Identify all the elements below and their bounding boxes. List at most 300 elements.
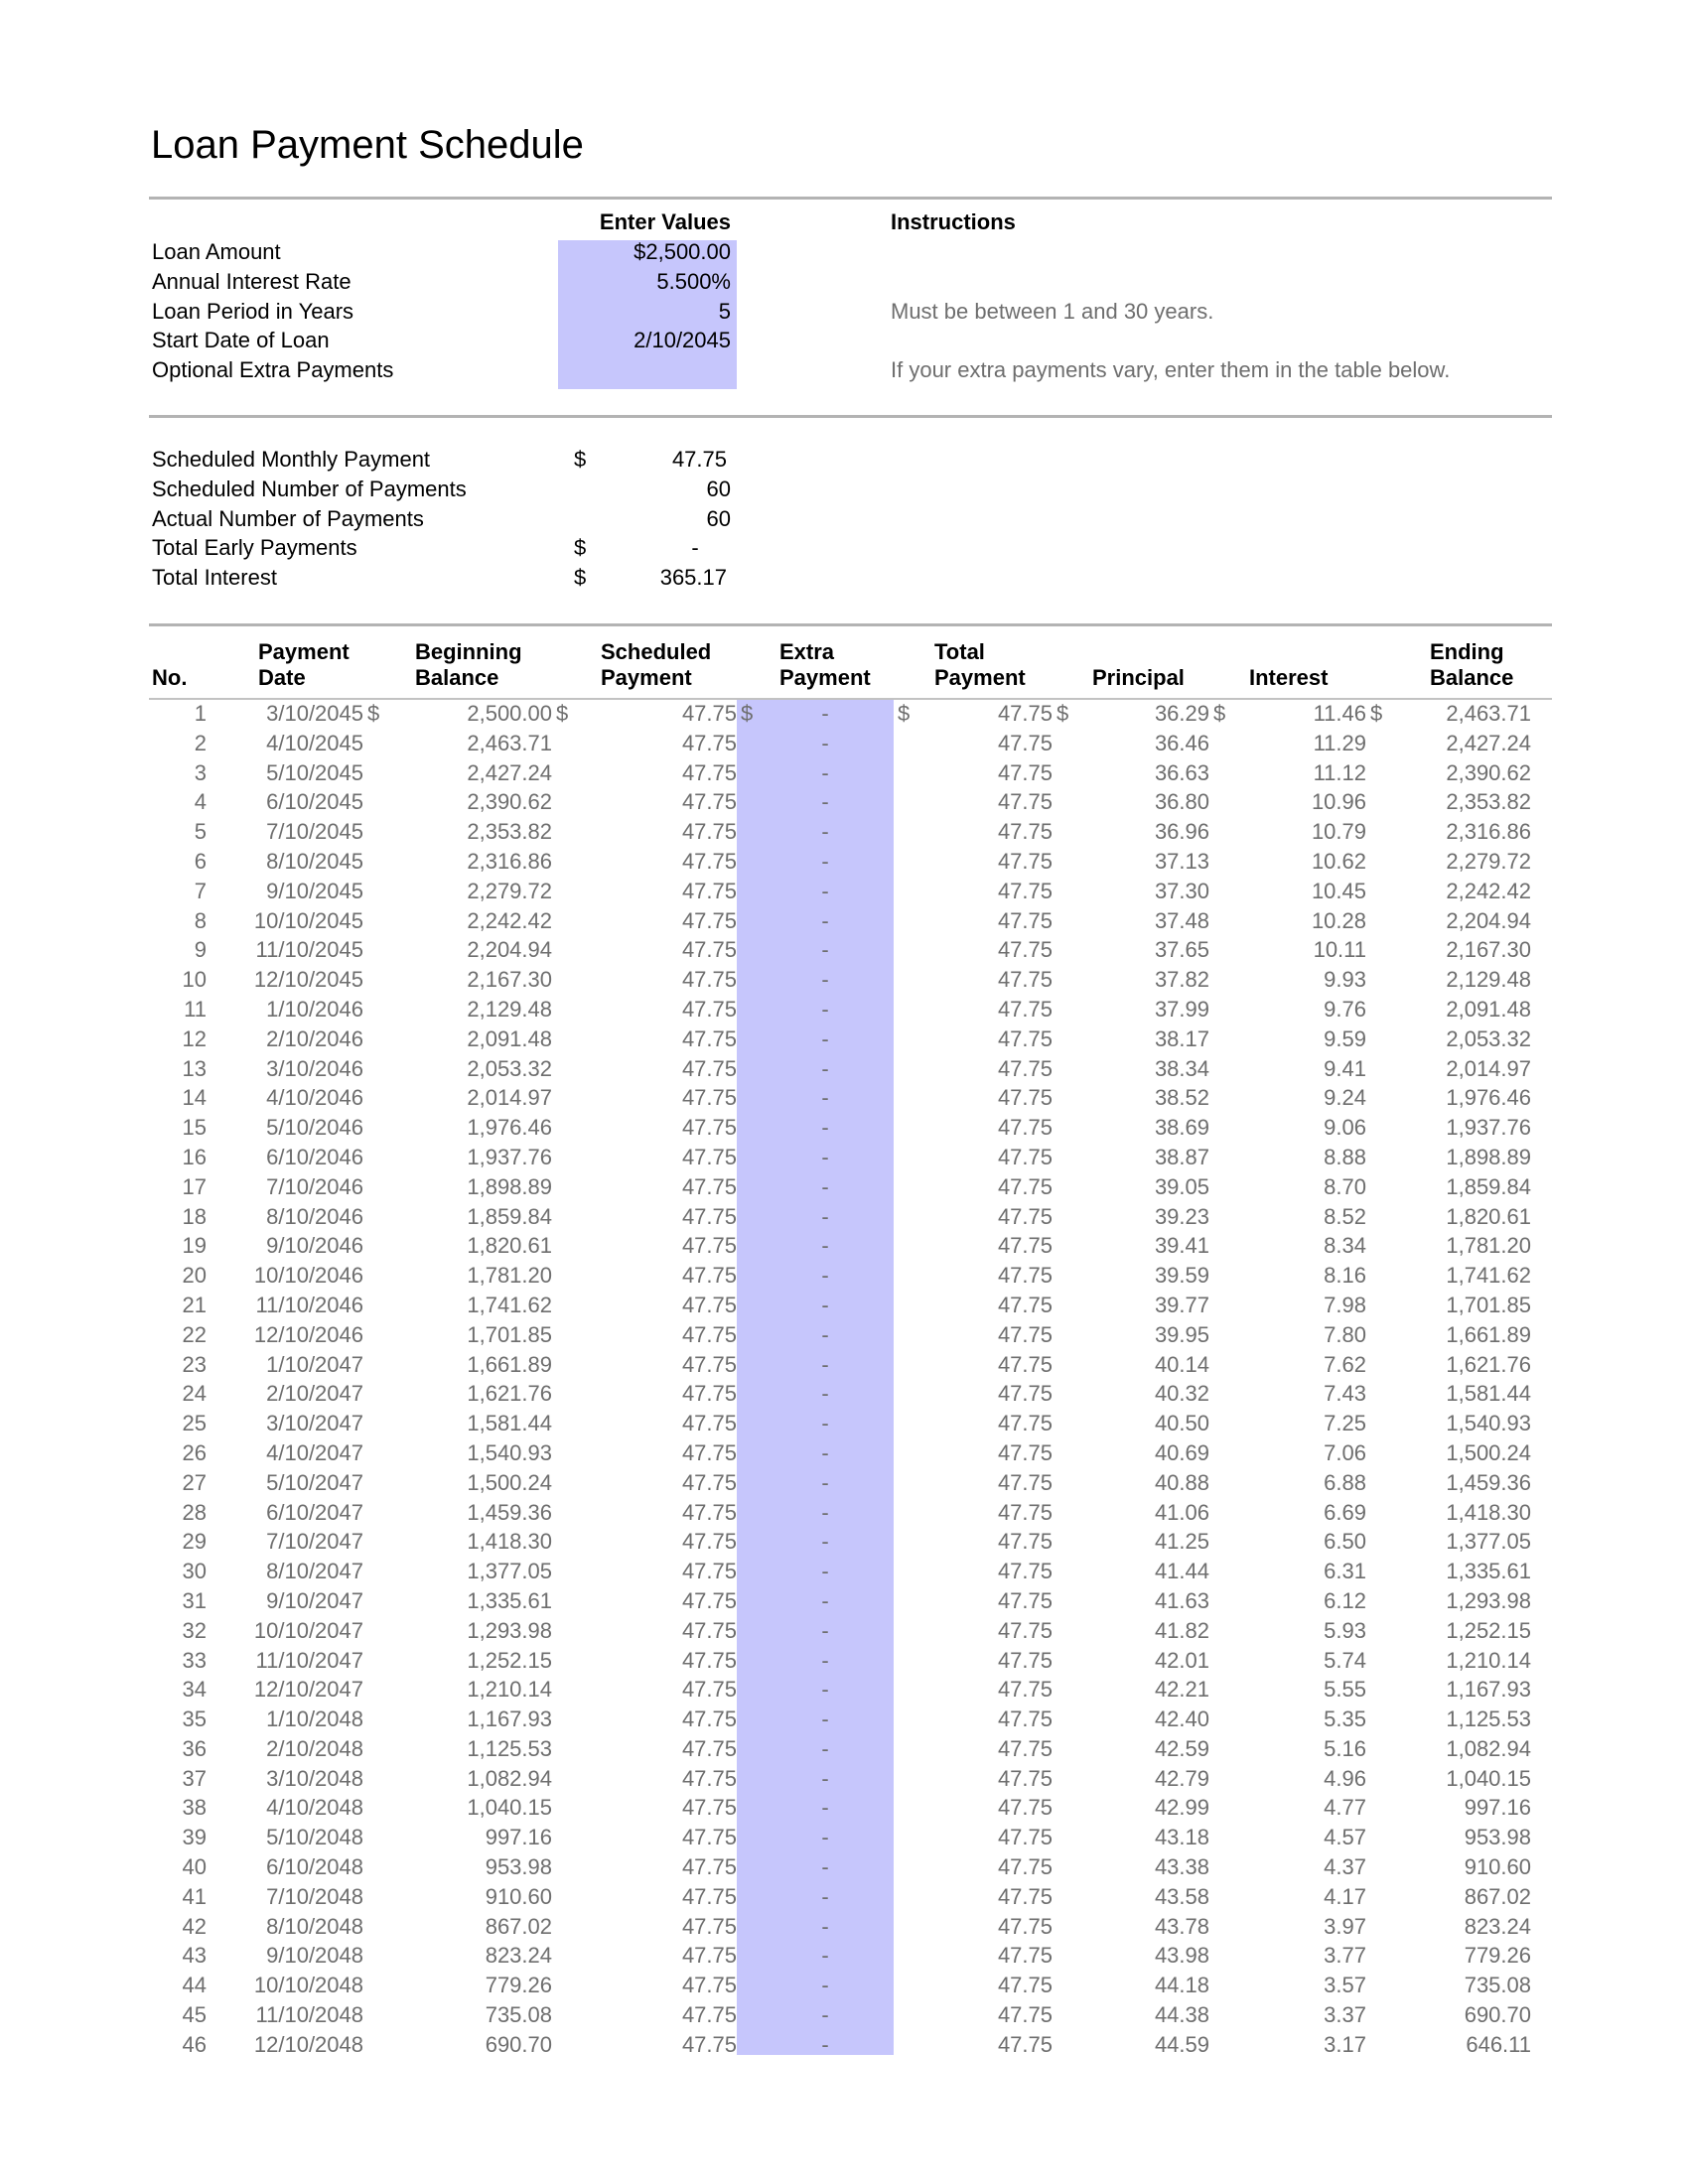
cell-currency bbox=[552, 877, 572, 906]
cell-extra-payment[interactable]: - bbox=[821, 1173, 829, 1199]
cell-currency bbox=[1366, 1379, 1386, 1409]
cell-principal: 37.65 bbox=[1154, 937, 1209, 963]
cell-currency bbox=[1209, 1705, 1229, 1734]
cell-currency bbox=[894, 1793, 914, 1823]
cell-date: 9/10/2046 bbox=[266, 1233, 363, 1259]
cell-no: 30 bbox=[182, 1559, 207, 1584]
cell-extra-payment[interactable]: - bbox=[821, 701, 829, 726]
cell-date: 9/10/2048 bbox=[266, 1943, 363, 1969]
enter-values-header: Enter Values bbox=[599, 209, 731, 234]
cell-no: 14 bbox=[182, 1085, 207, 1111]
total-interest-value: 365.17 bbox=[659, 565, 727, 590]
cell-date: 11/10/2047 bbox=[255, 1647, 363, 1673]
cell-currency bbox=[1209, 1586, 1229, 1616]
cell-currency bbox=[552, 1350, 572, 1380]
cell-beginning-balance: 997.16 bbox=[485, 1825, 552, 1850]
cell-beginning-balance: 1,082.94 bbox=[467, 1765, 552, 1791]
cell-currency bbox=[363, 1586, 383, 1616]
cell-no: 18 bbox=[182, 1203, 207, 1229]
cell-currency bbox=[1366, 1527, 1386, 1557]
cell-date: 10/10/2047 bbox=[253, 1617, 363, 1643]
cell-extra-payment[interactable]: - bbox=[821, 996, 829, 1022]
cell-beginning-balance: 2,279.72 bbox=[467, 878, 552, 903]
cell-total-payment: 47.75 bbox=[997, 759, 1053, 785]
cell-interest: 8.88 bbox=[1324, 1144, 1366, 1169]
cell-interest: 5.55 bbox=[1324, 1677, 1366, 1703]
cell-currency bbox=[894, 1941, 914, 1971]
cell-extra-payment[interactable]: - bbox=[821, 1085, 829, 1111]
cell-no: 34 bbox=[182, 1677, 207, 1703]
cell-currency bbox=[363, 1143, 383, 1172]
cell-scheduled-payment: 47.75 bbox=[681, 1115, 737, 1141]
cell-interest: 4.17 bbox=[1324, 1883, 1366, 1909]
cell-total-payment: 47.75 bbox=[997, 1321, 1053, 1347]
cell-total-payment: 47.75 bbox=[997, 1854, 1053, 1880]
cell-currency bbox=[737, 1498, 757, 1528]
cell-no: 4 bbox=[194, 789, 207, 815]
cell-currency bbox=[363, 729, 383, 758]
cell-currency bbox=[363, 817, 383, 847]
cell-principal: 40.69 bbox=[1154, 1439, 1209, 1465]
cell-extra-payment[interactable]: - bbox=[821, 819, 829, 845]
cell-extra-payment[interactable]: - bbox=[821, 1647, 829, 1673]
cell-currency bbox=[552, 995, 572, 1024]
cell-principal: 36.46 bbox=[1154, 730, 1209, 755]
cell-interest: 11.29 bbox=[1313, 730, 1366, 755]
cell-principal: 39.59 bbox=[1154, 1263, 1209, 1289]
cell-extra-payment[interactable]: - bbox=[821, 2002, 829, 2028]
cell-currency bbox=[552, 787, 572, 817]
cell-ending-balance: 1,781.20 bbox=[1446, 1233, 1531, 1259]
cell-scheduled-payment: 47.75 bbox=[681, 1439, 737, 1465]
cell-total-payment: 47.75 bbox=[997, 1055, 1053, 1081]
cell-scheduled-payment: 47.75 bbox=[681, 1735, 737, 1761]
cell-currency bbox=[1366, 1823, 1386, 1852]
cell-scheduled-payment: 47.75 bbox=[681, 1203, 737, 1229]
cell-ending-balance: 2,353.82 bbox=[1446, 789, 1531, 815]
cell-extra-payment[interactable]: - bbox=[821, 1321, 829, 1347]
cell-currency bbox=[1366, 1438, 1386, 1468]
table-row bbox=[149, 758, 1531, 788]
cell-currency bbox=[1053, 1793, 1072, 1823]
cell-currency bbox=[894, 758, 914, 788]
cell-currency bbox=[1366, 729, 1386, 758]
cell-principal: 39.95 bbox=[1154, 1321, 1209, 1347]
cell-currency bbox=[552, 1143, 572, 1172]
cell-currency bbox=[1209, 1764, 1229, 1794]
col-header-scheduled-1: Scheduled bbox=[601, 639, 712, 664]
cell-scheduled-payment: 47.75 bbox=[681, 996, 737, 1022]
table-row bbox=[149, 877, 1531, 906]
cell-scheduled-payment: 47.75 bbox=[681, 1233, 737, 1259]
cell-currency bbox=[894, 2030, 914, 2060]
table-row bbox=[149, 1113, 1531, 1143]
cell-currency bbox=[1366, 877, 1386, 906]
cell-total-payment: 47.75 bbox=[997, 1677, 1053, 1703]
table-row bbox=[149, 1231, 1531, 1261]
cell-principal: 36.63 bbox=[1154, 759, 1209, 785]
start-date-label: Start Date of Loan bbox=[152, 328, 330, 352]
cell-no: 13 bbox=[182, 1055, 207, 1081]
cell-currency bbox=[1366, 1498, 1386, 1528]
cell-beginning-balance: 690.70 bbox=[485, 2031, 552, 2057]
cell-currency bbox=[1053, 906, 1072, 936]
table-row bbox=[149, 2000, 1531, 2030]
cell-total-payment: 47.75 bbox=[997, 1913, 1053, 1939]
start-date-input[interactable]: 2/10/2045 bbox=[633, 328, 731, 352]
cell-currency bbox=[894, 906, 914, 936]
cell-no: 42 bbox=[182, 1913, 207, 1939]
cell-total-payment: 47.75 bbox=[997, 1292, 1053, 1317]
cell-currency bbox=[1053, 1054, 1072, 1084]
cell-extra-payment[interactable]: - bbox=[821, 1115, 829, 1141]
cell-beginning-balance: 1,701.85 bbox=[467, 1321, 552, 1347]
cell-date: 1/10/2046 bbox=[266, 996, 363, 1022]
cell-no: 43 bbox=[182, 1943, 207, 1969]
cell-beginning-balance: 1,210.14 bbox=[467, 1677, 552, 1703]
cell-currency bbox=[1053, 1143, 1072, 1172]
cell-beginning-balance: 867.02 bbox=[485, 1913, 552, 1939]
col-header-total-1: Total bbox=[934, 639, 985, 664]
cell-date: 12/10/2048 bbox=[253, 2031, 363, 2057]
scheduled-payments-label: Scheduled Number of Payments bbox=[152, 477, 467, 501]
cell-currency: $ bbox=[367, 701, 380, 726]
cell-date: 3/10/2047 bbox=[266, 1411, 363, 1436]
cell-extra-payment[interactable]: - bbox=[821, 1233, 829, 1259]
cell-principal: 36.29 bbox=[1154, 701, 1209, 726]
cell-beginning-balance: 953.98 bbox=[485, 1854, 552, 1880]
cell-currency bbox=[1366, 1113, 1386, 1143]
cell-currency bbox=[737, 1172, 757, 1202]
cell-currency bbox=[737, 1852, 757, 1882]
cell-beginning-balance: 2,129.48 bbox=[467, 996, 552, 1022]
cell-extra-payment[interactable]: - bbox=[821, 1735, 829, 1761]
table-row bbox=[149, 1675, 1531, 1705]
cell-ending-balance: 1,040.15 bbox=[1446, 1765, 1531, 1791]
cell-currency bbox=[363, 1468, 383, 1498]
cell-currency bbox=[363, 1172, 383, 1202]
cell-currency bbox=[552, 1616, 572, 1646]
cell-no: 3 bbox=[194, 759, 207, 785]
cell-extra-payment[interactable]: - bbox=[821, 1351, 829, 1377]
cell-currency bbox=[1053, 1261, 1072, 1291]
loan-period-input[interactable]: 5 bbox=[718, 299, 731, 324]
cell-extra-payment[interactable]: - bbox=[821, 1203, 829, 1229]
cell-interest: 5.16 bbox=[1324, 1735, 1366, 1761]
cell-no: 27 bbox=[182, 1469, 207, 1495]
cell-currency bbox=[1366, 906, 1386, 936]
cell-currency bbox=[1053, 1586, 1072, 1616]
cell-currency bbox=[737, 877, 757, 906]
cell-extra-payment[interactable]: - bbox=[821, 1883, 829, 1909]
cell-currency bbox=[363, 1202, 383, 1232]
cell-no: 1 bbox=[194, 701, 207, 726]
cell-currency bbox=[363, 1054, 383, 1084]
cell-interest: 9.93 bbox=[1324, 967, 1366, 993]
cell-currency bbox=[737, 1941, 757, 1971]
cell-extra-payment[interactable]: - bbox=[821, 1795, 829, 1821]
cell-currency bbox=[1366, 787, 1386, 817]
cell-currency bbox=[363, 995, 383, 1024]
table-row bbox=[149, 699, 1531, 729]
cell-currency bbox=[1209, 1646, 1229, 1676]
cell-ending-balance: 1,937.76 bbox=[1446, 1115, 1531, 1141]
cell-beginning-balance: 1,167.93 bbox=[467, 1706, 552, 1732]
cell-currency bbox=[1209, 817, 1229, 847]
cell-currency bbox=[894, 1113, 914, 1143]
cell-interest: 9.41 bbox=[1324, 1055, 1366, 1081]
cell-currency bbox=[1209, 1971, 1229, 2000]
cell-currency bbox=[363, 1882, 383, 1912]
col-header-beginning-1: Beginning bbox=[415, 639, 522, 664]
cell-currency bbox=[894, 1675, 914, 1705]
cell-currency bbox=[552, 1557, 572, 1586]
cell-extra-payment[interactable]: - bbox=[821, 1263, 829, 1289]
cell-extra-payment[interactable]: - bbox=[821, 907, 829, 933]
cell-scheduled-payment: 47.75 bbox=[681, 1292, 737, 1317]
cell-currency bbox=[1209, 877, 1229, 906]
table-row bbox=[149, 1734, 1531, 1764]
cell-extra-payment[interactable]: - bbox=[821, 1292, 829, 1317]
cell-total-payment: 47.75 bbox=[997, 996, 1053, 1022]
cell-currency bbox=[363, 1823, 383, 1852]
interest-rate-label: Annual Interest Rate bbox=[152, 269, 352, 294]
cell-interest: 6.88 bbox=[1324, 1469, 1366, 1495]
cell-extra-payment[interactable]: - bbox=[821, 2031, 829, 2057]
cell-no: 23 bbox=[182, 1351, 207, 1377]
cell-currency bbox=[1053, 1675, 1072, 1705]
cell-ending-balance: 1,293.98 bbox=[1446, 1587, 1531, 1613]
cell-scheduled-payment: 47.75 bbox=[681, 1469, 737, 1495]
loan-amount-input[interactable]: $2,500.00 bbox=[633, 239, 731, 264]
cell-currency bbox=[737, 1912, 757, 1942]
cell-currency bbox=[1366, 847, 1386, 877]
cell-currency bbox=[1053, 1498, 1072, 1528]
cell-no: 20 bbox=[182, 1263, 207, 1289]
cell-currency bbox=[363, 1291, 383, 1320]
cell-scheduled-payment: 47.75 bbox=[681, 2031, 737, 2057]
cell-currency bbox=[363, 1734, 383, 1764]
cell-currency: $ bbox=[1213, 701, 1226, 726]
cell-scheduled-payment: 47.75 bbox=[681, 1647, 737, 1673]
cell-currency bbox=[552, 1823, 572, 1852]
cell-date: 2/10/2048 bbox=[266, 1735, 363, 1761]
cell-total-payment: 47.75 bbox=[997, 1085, 1053, 1111]
cell-currency bbox=[552, 1172, 572, 1202]
cell-currency bbox=[1209, 1024, 1229, 1054]
cell-currency bbox=[1209, 2030, 1229, 2060]
top-divider bbox=[149, 197, 1552, 200]
cell-date: 8/10/2045 bbox=[266, 848, 363, 874]
cell-ending-balance: 2,091.48 bbox=[1446, 996, 1531, 1022]
table-row bbox=[149, 1557, 1531, 1586]
cell-interest: 3.57 bbox=[1324, 1973, 1366, 1998]
cell-extra-payment[interactable]: - bbox=[821, 1973, 829, 1998]
cell-currency bbox=[737, 1143, 757, 1172]
cell-currency bbox=[552, 1202, 572, 1232]
cell-extra-payment[interactable]: - bbox=[821, 1499, 829, 1525]
cell-currency bbox=[1366, 1083, 1386, 1113]
cell-currency bbox=[1366, 2030, 1386, 2060]
cell-total-payment: 47.75 bbox=[997, 1973, 1053, 1998]
cell-beginning-balance: 2,204.94 bbox=[467, 937, 552, 963]
cell-date: 5/10/2048 bbox=[266, 1825, 363, 1850]
cell-total-payment: 47.75 bbox=[997, 2031, 1053, 2057]
extra-payments-note: If your extra payments vary, enter them in the table below. bbox=[891, 357, 1451, 382]
cell-extra-payment[interactable]: - bbox=[821, 1677, 829, 1703]
cell-extra-payment[interactable]: - bbox=[821, 937, 829, 963]
cell-date: 8/10/2047 bbox=[266, 1559, 363, 1584]
cell-ending-balance: 1,581.44 bbox=[1446, 1381, 1531, 1407]
cell-date: 6/10/2045 bbox=[266, 789, 363, 815]
cell-currency bbox=[737, 847, 757, 877]
cell-ending-balance: 2,390.62 bbox=[1446, 759, 1531, 785]
cell-extra-payment[interactable]: - bbox=[821, 1529, 829, 1555]
cell-date: 11/10/2045 bbox=[255, 937, 363, 963]
cell-extra-payment[interactable]: - bbox=[821, 1617, 829, 1643]
cell-currency bbox=[552, 1882, 572, 1912]
cell-currency bbox=[737, 1024, 757, 1054]
cell-currency bbox=[894, 1291, 914, 1320]
cell-currency bbox=[1053, 1734, 1072, 1764]
cell-total-payment: 47.75 bbox=[997, 1351, 1053, 1377]
cell-currency bbox=[1366, 1941, 1386, 1971]
cell-currency bbox=[552, 1024, 572, 1054]
cell-principal: 37.48 bbox=[1154, 907, 1209, 933]
cell-extra-payment[interactable]: - bbox=[821, 1943, 829, 1969]
cell-no: 25 bbox=[182, 1411, 207, 1436]
cell-scheduled-payment: 47.75 bbox=[681, 1883, 737, 1909]
cell-scheduled-payment: 47.75 bbox=[681, 701, 737, 726]
cell-no: 41 bbox=[182, 1883, 207, 1909]
cell-extra-payment[interactable]: - bbox=[821, 1587, 829, 1613]
cell-interest: 5.74 bbox=[1324, 1647, 1366, 1673]
cell-extra-payment[interactable]: - bbox=[821, 730, 829, 755]
interest-rate-input[interactable]: 5.500% bbox=[656, 269, 731, 294]
cell-scheduled-payment: 47.75 bbox=[681, 967, 737, 993]
cell-currency bbox=[363, 847, 383, 877]
cell-currency bbox=[737, 1616, 757, 1646]
cell-extra-payment[interactable]: - bbox=[821, 1706, 829, 1732]
cell-principal: 39.77 bbox=[1154, 1292, 1209, 1317]
cell-scheduled-payment: 47.75 bbox=[681, 1559, 737, 1584]
table-row bbox=[149, 1054, 1531, 1084]
cell-scheduled-payment: 47.75 bbox=[681, 759, 737, 785]
cell-interest: 10.62 bbox=[1311, 848, 1366, 874]
cell-total-payment: 47.75 bbox=[997, 1647, 1053, 1673]
cell-principal: 43.98 bbox=[1154, 1943, 1209, 1969]
cell-total-payment: 47.75 bbox=[997, 937, 1053, 963]
cell-currency bbox=[1209, 1912, 1229, 1942]
cell-interest: 3.77 bbox=[1324, 1943, 1366, 1969]
cell-extra-payment[interactable]: - bbox=[821, 1025, 829, 1051]
cell-scheduled-payment: 47.75 bbox=[681, 1411, 737, 1436]
cell-currency bbox=[737, 935, 757, 965]
cell-extra-payment[interactable]: - bbox=[821, 1469, 829, 1495]
cell-extra-payment[interactable]: - bbox=[821, 967, 829, 993]
cell-currency bbox=[1209, 758, 1229, 788]
cell-scheduled-payment: 47.75 bbox=[681, 1499, 737, 1525]
cell-currency bbox=[1053, 729, 1072, 758]
cell-extra-payment[interactable]: - bbox=[821, 1825, 829, 1850]
cell-currency bbox=[363, 1024, 383, 1054]
cell-principal: 42.59 bbox=[1154, 1735, 1209, 1761]
cell-extra-payment[interactable]: - bbox=[821, 1765, 829, 1791]
cell-currency bbox=[1053, 965, 1072, 995]
cell-interest: 6.31 bbox=[1324, 1559, 1366, 1584]
cell-currency bbox=[363, 1379, 383, 1409]
cell-beginning-balance: 735.08 bbox=[485, 2002, 552, 2028]
cell-ending-balance: 2,427.24 bbox=[1446, 730, 1531, 755]
cell-extra-payment[interactable]: - bbox=[821, 1055, 829, 1081]
cell-currency bbox=[552, 1734, 572, 1764]
cell-extra-payment[interactable]: - bbox=[821, 1854, 829, 1880]
cell-no: 8 bbox=[194, 907, 207, 933]
cell-currency bbox=[1053, 1764, 1072, 1794]
cell-currency bbox=[894, 1734, 914, 1764]
cell-currency bbox=[1053, 787, 1072, 817]
cell-extra-payment[interactable]: - bbox=[821, 1439, 829, 1465]
cell-currency bbox=[737, 1705, 757, 1734]
cell-extra-payment[interactable]: - bbox=[821, 1913, 829, 1939]
cell-principal: 38.69 bbox=[1154, 1115, 1209, 1141]
cell-interest: 10.11 bbox=[1313, 937, 1366, 963]
cell-currency bbox=[1209, 1438, 1229, 1468]
cell-ending-balance: 2,242.42 bbox=[1446, 878, 1531, 903]
cell-currency bbox=[1053, 1823, 1072, 1852]
table-row bbox=[149, 1646, 1531, 1676]
cell-currency: $ bbox=[556, 701, 569, 726]
cell-interest: 8.52 bbox=[1324, 1203, 1366, 1229]
cell-extra-payment[interactable]: - bbox=[821, 878, 829, 903]
col-header-total-2: Payment bbox=[934, 665, 1026, 690]
schedule-divider bbox=[149, 623, 1552, 626]
cell-scheduled-payment: 47.75 bbox=[681, 1351, 737, 1377]
cell-currency bbox=[1366, 1971, 1386, 2000]
cell-extra-payment[interactable]: - bbox=[821, 848, 829, 874]
cell-interest: 7.98 bbox=[1324, 1292, 1366, 1317]
cell-total-payment: 47.75 bbox=[997, 1795, 1053, 1821]
cell-extra-payment[interactable]: - bbox=[821, 1559, 829, 1584]
cell-currency bbox=[1209, 787, 1229, 817]
cell-no: 28 bbox=[182, 1499, 207, 1525]
cell-date: 7/10/2047 bbox=[266, 1529, 363, 1555]
cell-ending-balance: 1,167.93 bbox=[1446, 1677, 1531, 1703]
cell-no: 39 bbox=[182, 1825, 207, 1850]
cell-currency bbox=[894, 1379, 914, 1409]
cell-currency bbox=[552, 965, 572, 995]
table-row bbox=[149, 847, 1531, 877]
cell-currency bbox=[1053, 2030, 1072, 2060]
cell-extra-payment[interactable]: - bbox=[821, 1411, 829, 1436]
cell-currency bbox=[1366, 1409, 1386, 1438]
cell-extra-payment[interactable]: - bbox=[821, 1144, 829, 1169]
loan-amount-label: Loan Amount bbox=[152, 239, 281, 264]
cell-beginning-balance: 823.24 bbox=[485, 1943, 552, 1969]
cell-extra-payment[interactable]: - bbox=[821, 759, 829, 785]
cell-currency bbox=[894, 1705, 914, 1734]
cell-currency bbox=[894, 1882, 914, 1912]
cell-ending-balance: 1,976.46 bbox=[1446, 1085, 1531, 1111]
cell-extra-payment[interactable]: - bbox=[821, 789, 829, 815]
table-row bbox=[149, 1586, 1531, 1616]
cell-currency bbox=[737, 2030, 757, 2060]
cell-scheduled-payment: 47.75 bbox=[681, 1913, 737, 1939]
extra-payments-label: Optional Extra Payments bbox=[152, 357, 394, 382]
cell-currency bbox=[737, 1971, 757, 2000]
cell-extra-payment[interactable]: - bbox=[821, 1381, 829, 1407]
cell-date: 4/10/2048 bbox=[266, 1795, 363, 1821]
